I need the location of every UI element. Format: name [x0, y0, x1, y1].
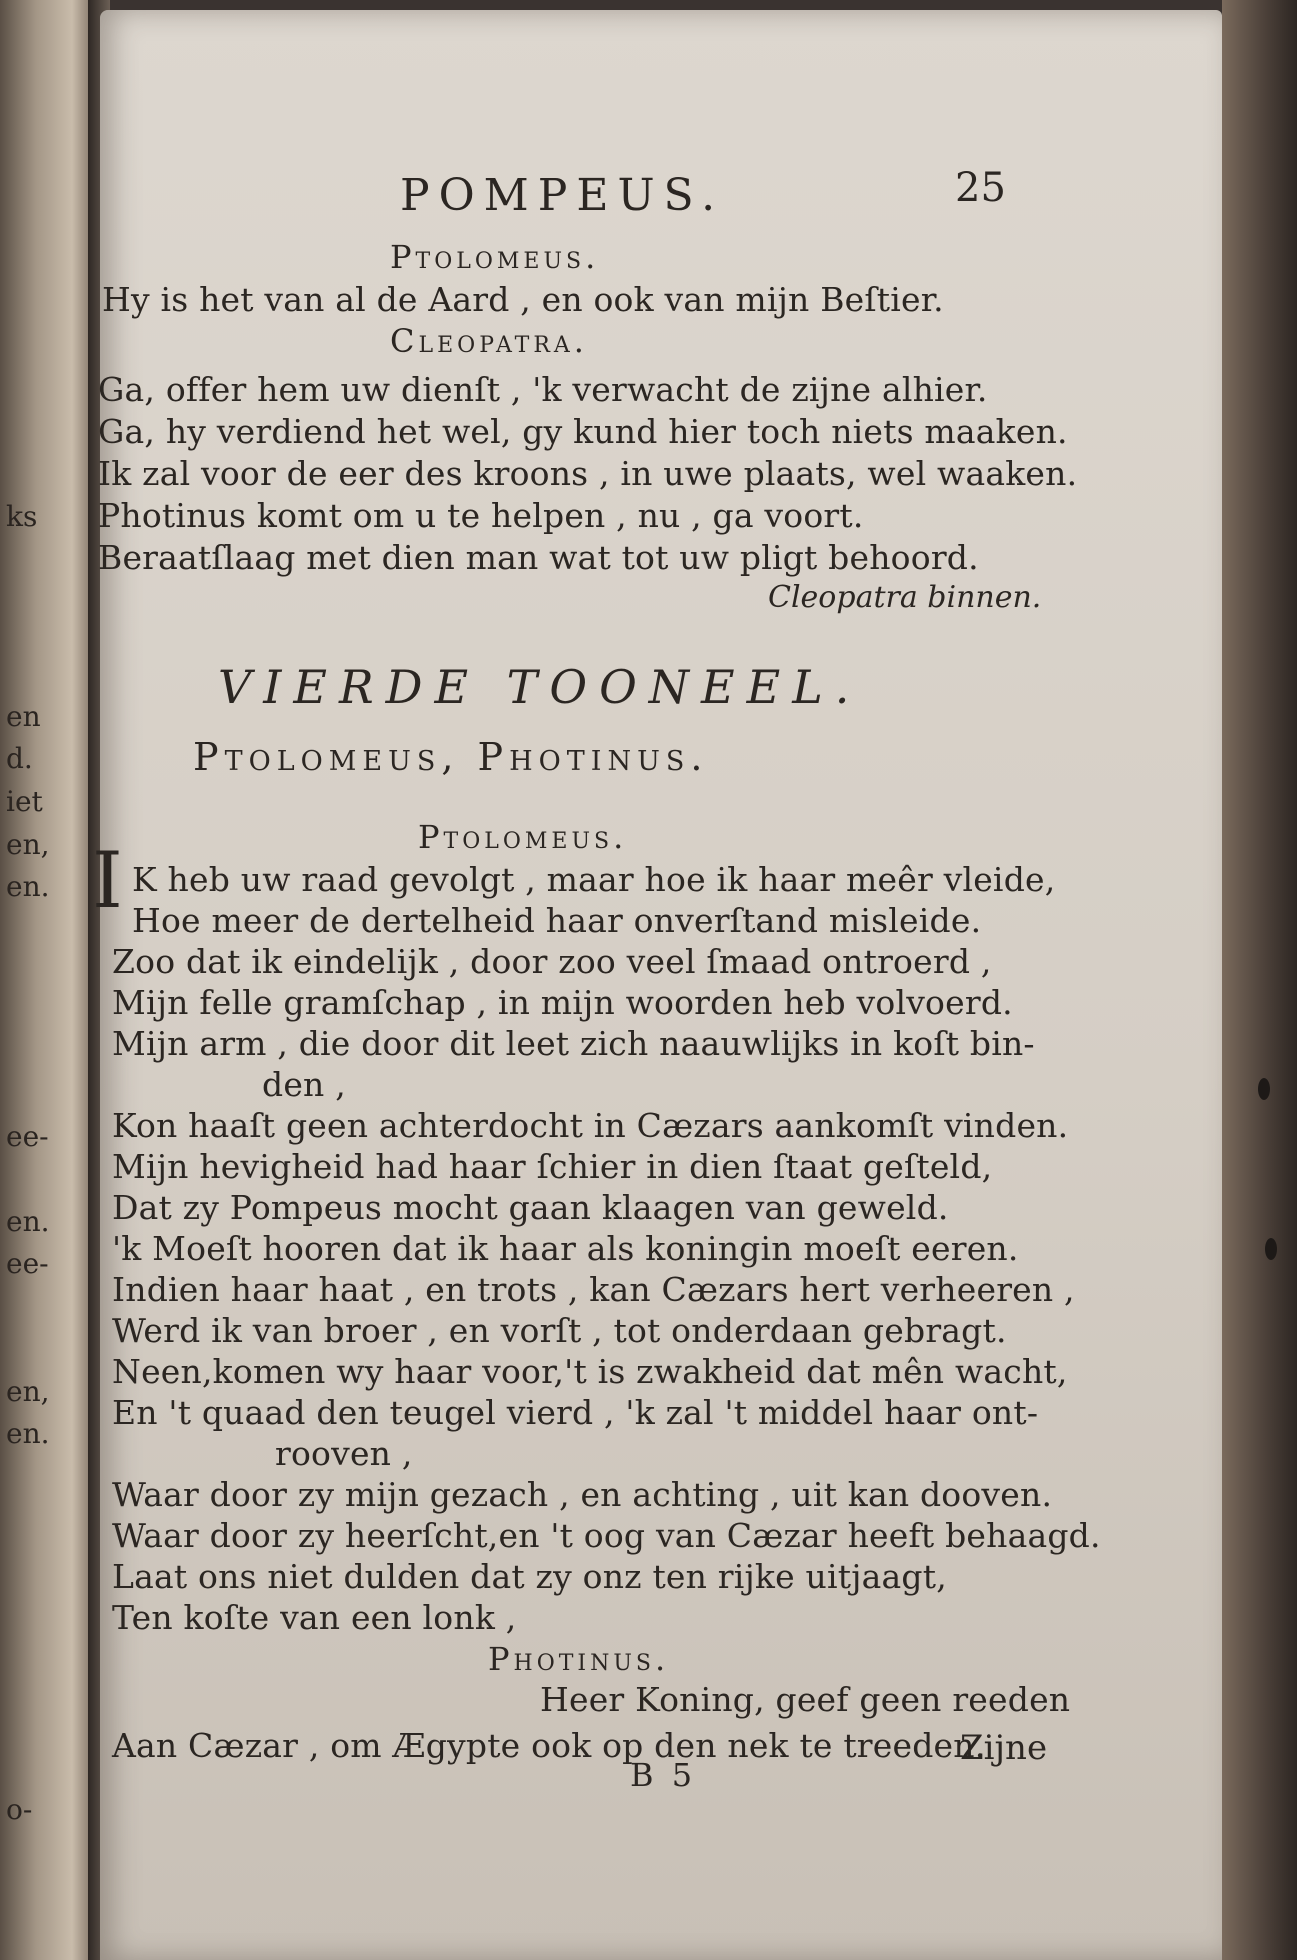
left-page-fragment: en.	[6, 870, 50, 903]
verse-line: Photinus komt om u te helpen , nu , ga voort.	[98, 496, 864, 535]
verse-line: Ga, offer hem uw dienſt , 'k verwacht de zijne alhier.	[98, 370, 988, 409]
speaker-label: Ptolomeus.	[390, 238, 600, 276]
verse-line: Werd ik van broer , en vorſt , tot onderdaan gebragt.	[112, 1311, 1007, 1350]
verse-line: Heer Koning, geef geen reeden	[540, 1680, 1071, 1719]
verse-line: 'k Moeſt hooren dat ik haar als koningin moeſt eeren.	[112, 1229, 1019, 1268]
left-page	[0, 0, 90, 1960]
left-page-fragment: iet	[6, 785, 43, 818]
scene-cast: Ptolomeus, Photinus.	[193, 735, 709, 779]
left-page-fragment: ks	[6, 500, 38, 533]
verse-line: Neen,komen wy haar voor,'t is zwakheid dat mên wacht,	[112, 1352, 1068, 1391]
verse-line: Hoe meer de dertelheid haar onverſtand misleide.	[132, 901, 982, 940]
scene-heading: VIERDE TOONEEL.	[218, 660, 862, 714]
drop-capital: I	[92, 836, 123, 926]
verse-line: Hy is het van al de Aard , en ook van mijn Beſtier.	[102, 280, 944, 319]
left-page-fragment: d.	[6, 742, 33, 775]
verse-line: En 't quaad den teugel vierd , 'k zal 't middel haar ont-	[112, 1393, 1039, 1432]
verse-line: Ten koſte van een lonk ,	[112, 1598, 517, 1637]
verse-line: rooven ,	[275, 1434, 413, 1473]
left-page-fragment: en.	[6, 1417, 50, 1450]
verse-line: K heb uw raad gevolgt , maar hoe ik haar meêr vleide,	[132, 860, 1056, 899]
signature-mark: B 5	[630, 1756, 697, 1794]
speaker-label: Ptolomeus.	[418, 818, 628, 856]
catchword: Zijne	[960, 1728, 1048, 1768]
speaker-label: Photinus.	[488, 1640, 670, 1678]
verse-line: Kon haaſt geen achterdocht in Cæzars aankomſt vinden.	[112, 1106, 1069, 1145]
left-page-fragment: o-	[6, 1793, 33, 1826]
verse-line: Mijn felle gramſchap , in mijn woorden heb volvoerd.	[112, 983, 1013, 1022]
left-page-fragment: en.	[6, 1205, 50, 1238]
verse-line: Zoo dat ik eindelijk , door zoo veel ſmaad ontroerd ,	[112, 942, 992, 981]
verse-line: Waar door zy mijn gezach , en achting , uit kan dooven.	[112, 1475, 1053, 1514]
verse-line: Beraatſlaag met dien man wat tot uw pligt behoord.	[98, 538, 979, 577]
verse-line: Mijn arm , die door dit leet zich naauwlijks in koſt bin-	[112, 1024, 1035, 1063]
running-title: POMPEUS.	[400, 170, 725, 221]
verse-line: Waar door zy heerſcht,en 't oog van Cæzar heeft behaagd.	[112, 1516, 1101, 1555]
left-page-fragment: en,	[6, 1375, 50, 1408]
left-page-fragment: en	[6, 700, 41, 733]
left-page-fragment: ee-	[6, 1247, 49, 1280]
ink-blot	[1258, 1078, 1270, 1100]
verse-line: Dat zy Pompeus mocht gaan klaagen van geweld.	[112, 1188, 949, 1227]
left-page-fragment: ee-	[6, 1120, 49, 1153]
left-page-fragment: en,	[6, 828, 50, 861]
verse-line: Aan Cæzar , om Ægypte ook op den nek te treeden.	[112, 1726, 986, 1765]
page-number: 25	[955, 165, 1006, 211]
verse-line: Mijn hevigheid had haar ſchier in dien ſtaat geſteld,	[112, 1147, 993, 1186]
speaker-label: Cleopatra.	[390, 322, 588, 360]
verse-line: Ga, hy verdiend het wel, gy kund hier toch niets maaken.	[98, 412, 1068, 451]
verse-line: Ik zal voor de eer des kroons , in uwe plaats, wel waaken.	[98, 454, 1078, 493]
verse-line: den ,	[262, 1065, 346, 1104]
ink-blot	[1265, 1238, 1277, 1260]
verse-line: Indien haar haat , en trots , kan Cæzars hert verheeren ,	[112, 1270, 1075, 1309]
book-page	[92, 10, 1222, 1960]
stage-direction: Cleopatra binnen.	[768, 580, 1042, 615]
verse-line: Laat ons niet dulden dat zy onz ten rijke uitjaagt,	[112, 1557, 947, 1596]
page-edge	[1222, 0, 1297, 1960]
